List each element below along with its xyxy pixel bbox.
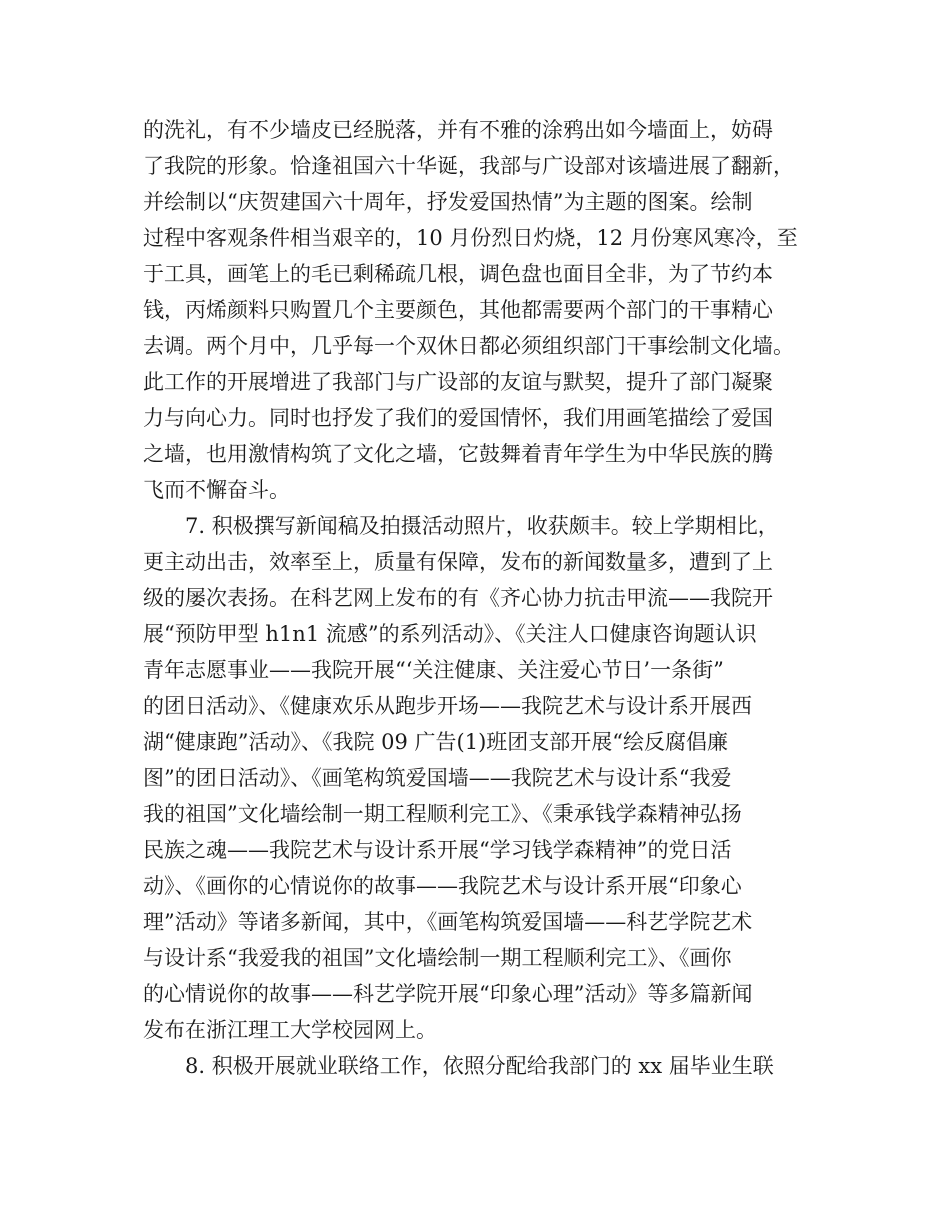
text-line: 力与向心力。同时也抒发了我们的爱国情怀，我们用画笔描绘了爱国 [143,406,773,430]
text-line: 于工具，画笔上的毛已剩稀疏几根，调色盘也面目全非，为了节约本 [143,262,773,286]
text-line: 展“预防甲型 h1n1 流感”的系列活动》、《关注人口健康咨询题认识 [143,622,757,646]
text-line: 此工作的开展增进了我部门与广设部的友谊与默契，提升了部门凝聚 [143,370,773,394]
text-line: 动》、《画你的心情说你的故事——我院艺术与设计系开展“印象心 [143,874,742,898]
text-line: 的洗礼，有不少墙皮已经脱落，并有不雅的涂鸦出如今墙面上，妨碍 [143,118,773,142]
text-line: 图”的团日活动》、《画笔构筑爱国墙——我院艺术与设计系“我爱 [143,766,732,790]
text-line: 理”活动》等诸多新闻，其中，《画笔构筑爱国墙——科艺学院艺术 [143,910,753,934]
paragraph-8-start: 8. 积极开展就业联络工作，依照分配给我部门的 xx 届毕业生联 [185,1054,774,1078]
text-line: 之墙，也用激情构筑了文化之墙，它鼓舞着青年学生为中华民族的腾 [143,442,773,466]
text-line: 的心情说你的故事——科艺学院开展“印象心理”活动》等多篇新闻 [143,982,753,1006]
text-line: 过程中客观条件相当艰辛的，10 月份烈日灼烧，12 月份寒风寒冷，至 [143,226,798,250]
text-line: 湖“健康跑”活动》、《我院 09 广告(1)班团支部开展“绘反腐倡廉 [143,730,729,754]
text-line: 民族之魂——我院艺术与设计系开展“学习钱学森精神”的党日活 [143,838,732,862]
text-line: 我的祖国”文化墙绘制一期工程顺利完工》、《秉承钱学森精神弘扬 [143,802,742,826]
text-line: 并绘制以“庆贺建国六十周年，抒发爱国热情”为主题的图案。绘制 [143,190,753,214]
text-line: 更主动出击，效率至上，质量有保障，发布的新闻数量多，遭到了上 [143,550,773,574]
text-line: 青年志愿事业——我院开展“‘关注健康、关注爱心节日’一条街” [143,658,724,682]
text-line: 了我院的形象。恰逢祖国六十华诞，我部与广设部对该墙进展了翻新， [143,154,794,178]
paragraph-7-start: 7. 积极撰写新闻稿及拍摄活动照片，收获颇丰。较上学期相比， [185,514,779,538]
text-line: 钱，丙烯颜料只购置几个主要颜色，其他都需要两个部门的干事精心 [143,298,773,322]
text-line: 飞而不懈奋斗。 [143,478,290,502]
text-line: 的团日活动》、《健康欢乐从跑步开场——我院艺术与设计系开展西 [143,694,752,718]
text-line: 去调。两个月中，几乎每一个双休日都必须组织部门干事绘制文化墙。 [143,334,794,358]
text-line: 与设计系“我爱我的祖国”文化墙绘制一期工程顺利完工》、《画你 [143,946,732,970]
text-line: 发布在浙江理工大学校园网上。 [143,1018,437,1042]
text-line: 级的屡次表扬。在科艺网上发布的有《齐心协力抗击甲流——我院开 [143,586,773,610]
